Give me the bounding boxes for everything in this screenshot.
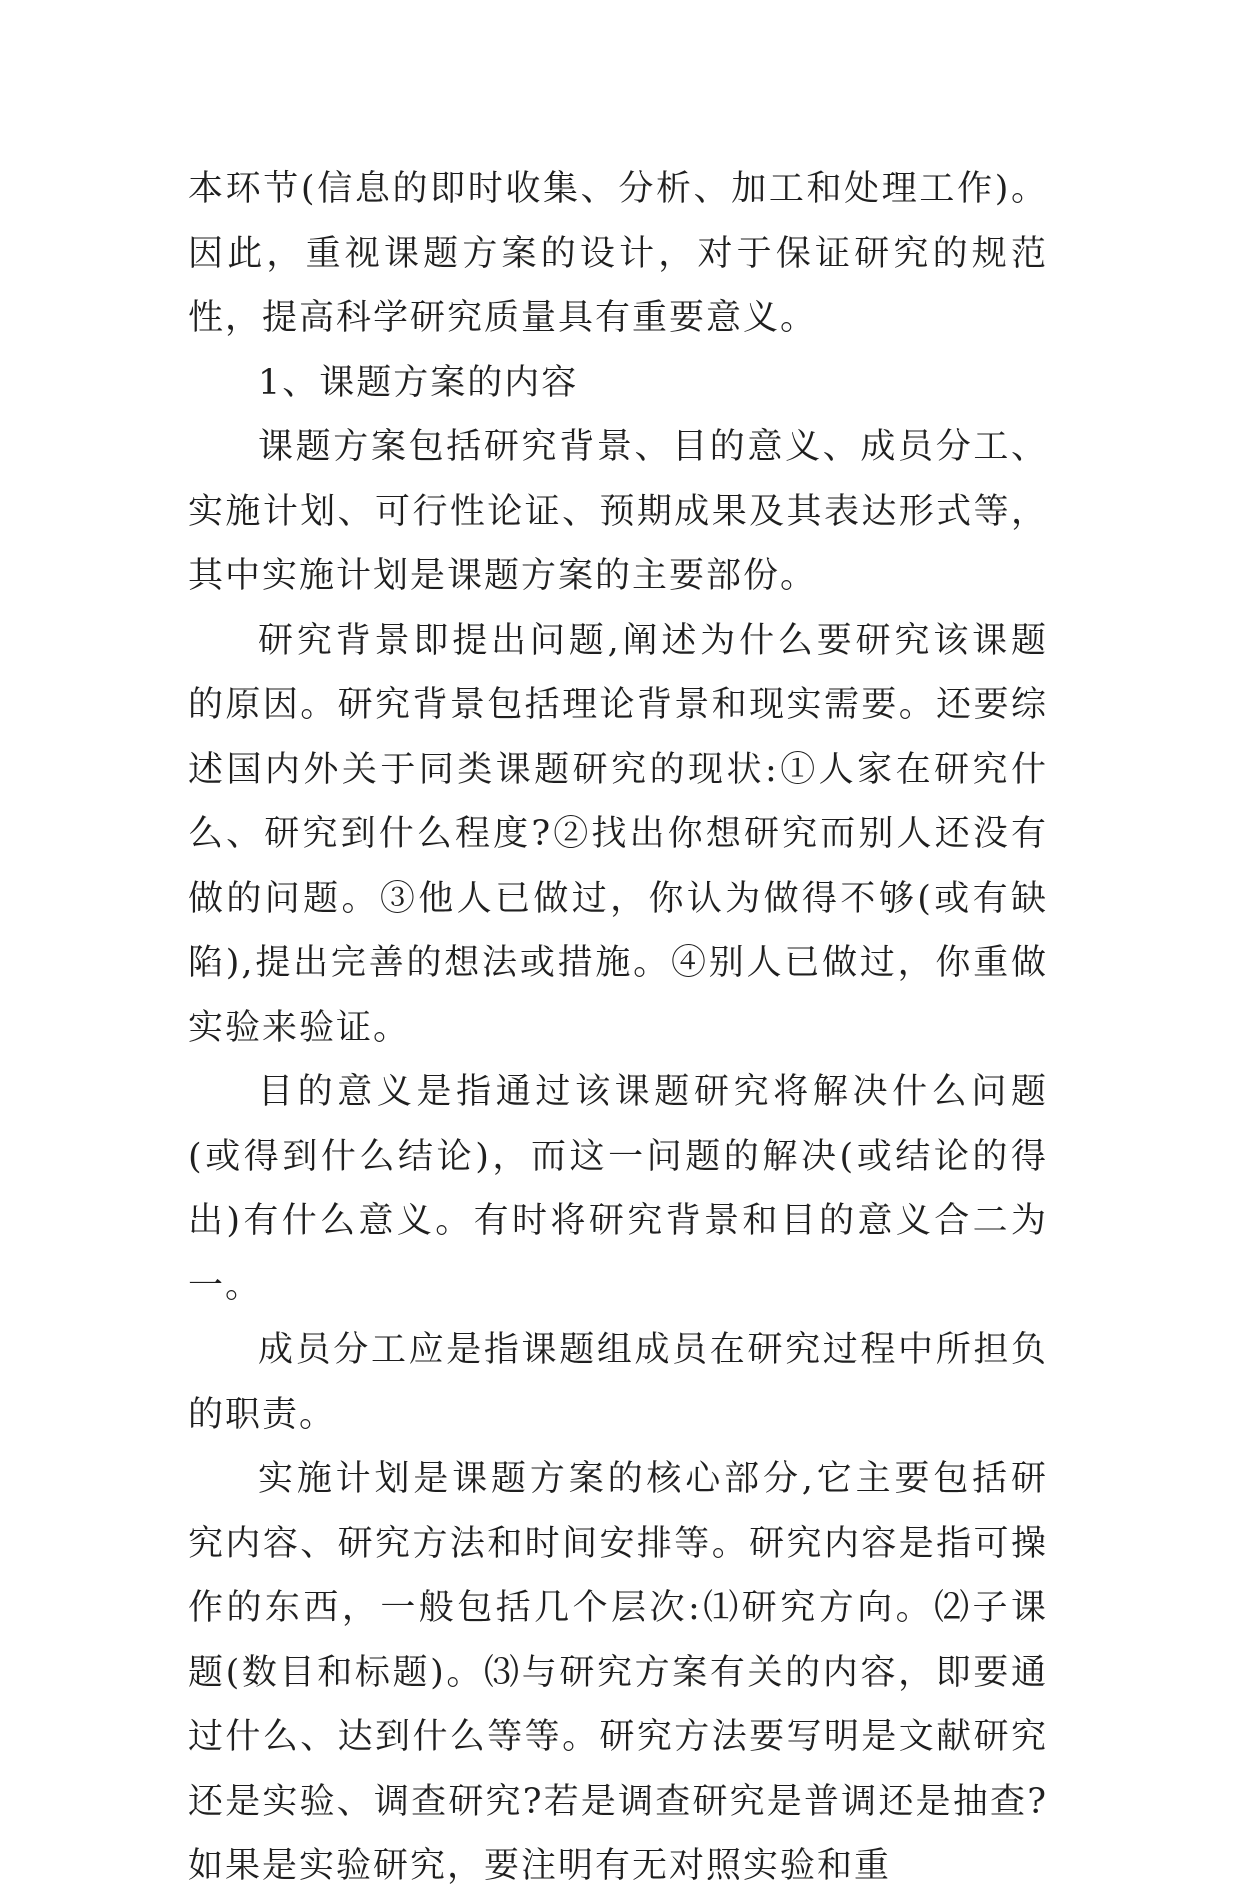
section-heading: 1、课题方案的内容 [258,362,579,403]
paragraph-implementation-plan: 实施计划是课题方案的核心部分,它主要包括研究内容、研究方法和时间安排等。研究内容是指可操作的东西，一般包括几个层次:⑴研究方向。⑵子课题(数目和标题)。⑶与研究方案有关的内容，即要通过什么、达到什么等等。研究方法要写明是文献研究还是实验、调查研究?若是调查研究是普调还是抽查?如果是实验研究，要注明有无对照实验和重 [188,1459,1048,1886]
paragraph-member-roles: 成员分工应是指课题组成员在研究过程中所担负的职责。 [188,1330,1048,1435]
paragraph-continuation: 本环节(信息的即时收集、分析、加工和处理工作)。因此，重视课题方案的设计，对于保证研究的规范性，提高科学研究质量具有重要意义。 [188,169,1048,338]
paragraph-research-background: 研究背景即提出问题,阐述为什么要研究该课题的原因。研究背景包括理论背景和现实需要。还要综述国内外关于同类课题研究的现状:①人家在研究什么、研究到什么程度?②找出你想研究而别人还没有做的问题。③他人已做过，你认为做得不够(或有缺陷),提出完善的想法或措施。④别人已做过，你重做实验来验证。 [188,620,1048,1048]
body-text [188,157,1048,1899]
paragraph-purpose-significance: 目的意义是指通过该课题研究将解决什么问题(或得到什么结论)，而这一问题的解决(或结论的得出)有什么意义。有时将研究背景和目的意义合二为一。 [188,1072,1048,1306]
paragraph-plan-contents: 课题方案包括研究背景、目的意义、成员分工、实施计划、可行性论证、预期成果及其表达形式等，其中实施计划是课题方案的主要部份。 [188,427,1048,596]
